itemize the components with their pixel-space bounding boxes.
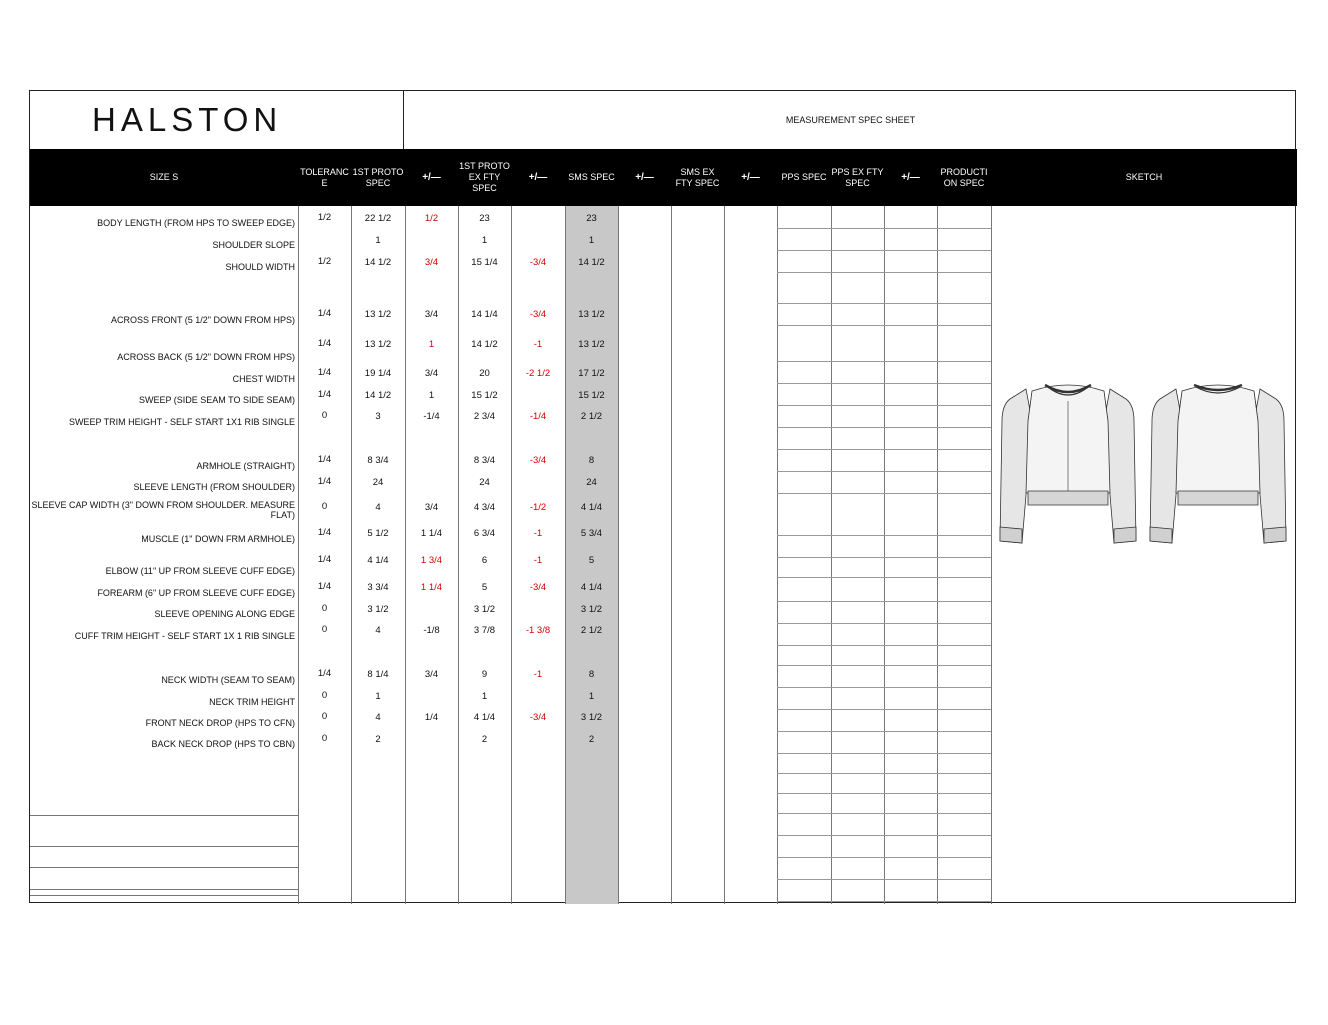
column-divider [831, 206, 832, 904]
grid-row-line [777, 535, 991, 536]
cell-f1: 6 3/4 [473, 528, 496, 539]
cell-f1: 20 [479, 368, 490, 379]
cell-tol: 0 [321, 624, 328, 635]
cell-p1: 8 1/4 [367, 669, 389, 680]
cell-sms: 3 1/2 [580, 604, 603, 615]
grid-row-line [30, 895, 298, 896]
cell-d1: 3/4 [424, 368, 439, 379]
sheet-title: MEASUREMENT SPEC SHEET [785, 115, 916, 125]
grid-row-line [777, 645, 991, 646]
cell-tol: 0 [321, 603, 328, 614]
cell-d2: -1 [533, 555, 543, 566]
cell-tol: 1/4 [317, 454, 332, 465]
cell-tol: 1/4 [317, 367, 332, 378]
column-divider [991, 206, 992, 904]
cell-tol: 1/2 [317, 212, 332, 223]
cell-sms: 8 [588, 669, 595, 680]
column-header-d1: +/— [422, 172, 441, 183]
cell-f1: 4 3/4 [473, 502, 496, 513]
column-header-sms: SMS SPEC [568, 172, 615, 182]
cell-sms: 24 [586, 477, 597, 488]
row-label: CUFF TRIM HEIGHT - SELF START 1X 1 RIB SINGLE [74, 631, 295, 641]
column-header-d2: +/— [528, 172, 548, 183]
cell-tol: 1/4 [317, 581, 332, 592]
cell-tol: 1/4 [317, 338, 332, 349]
cell-d1: -1/4 [423, 411, 440, 422]
cardigan-front-sketch-icon [1000, 385, 1136, 543]
cell-f1: 14 1/2 [471, 339, 498, 350]
row-label: BACK NECK DROP (HPS TO CBN) [151, 739, 295, 749]
row-label: SLEEVE CAP WIDTH (3" DOWN FROM SHOULDER. MEASURE FLAT) [31, 500, 295, 520]
cell-p1: 4 [375, 712, 381, 723]
column-divider [937, 206, 938, 904]
cell-sms: 5 [588, 555, 595, 566]
cell-f1: 3 7/8 [473, 625, 496, 636]
grid-row-line [777, 557, 991, 558]
row-label: CHEST WIDTH [232, 374, 295, 384]
cell-f1: 24 [479, 477, 490, 488]
grid-row-line [777, 427, 991, 428]
cell-tol: 0 [321, 501, 328, 512]
cell-p1: 22 1/2 [364, 213, 392, 224]
cell-p1: 24 [372, 477, 384, 488]
cell-d2: -3/4 [529, 712, 547, 723]
cell-d1: 3/4 [424, 257, 439, 268]
grid-row-line [777, 879, 991, 880]
cell-sms: 2 [588, 734, 595, 745]
cell-f1: 3 1/2 [473, 604, 496, 615]
grid-row-line [777, 773, 991, 774]
cell-f1: 1 [481, 235, 488, 246]
row-label: SLEEVE LENGTH (FROM SHOULDER) [133, 482, 295, 492]
row-label: ACROSS BACK (5 1/2" DOWN FROM HPS) [117, 352, 295, 362]
cell-sms: 8 [588, 455, 595, 466]
cell-tol: 1/4 [317, 668, 332, 679]
grid-row-line [777, 687, 991, 688]
cell-sms: 1 [588, 235, 595, 246]
cell-tol: 1/2 [317, 256, 332, 267]
cell-d2: -3/4 [529, 582, 547, 593]
cell-f1: 14 1/4 [471, 309, 498, 320]
cell-d2: -1 [533, 669, 543, 680]
cell-p1: 14 1/2 [364, 257, 392, 268]
cardigan-back-sketch-icon [1150, 385, 1286, 543]
cell-sms: 13 1/2 [578, 339, 605, 350]
grid-row-line [777, 813, 991, 814]
cell-d2: -1 3/8 [525, 625, 551, 636]
cell-f1: 15 1/2 [471, 390, 498, 401]
row-label: NECK TRIM HEIGHT [209, 697, 295, 707]
grid-row-line [777, 901, 991, 902]
brand-logo [30, 91, 404, 149]
cell-tol: 1/4 [317, 389, 332, 400]
cell-f1: 2 [481, 734, 488, 745]
cell-tol: 1/4 [317, 554, 332, 565]
grid-row-line [777, 325, 991, 326]
cell-tol: 1/4 [317, 476, 332, 487]
garment-sketch [998, 381, 1293, 561]
cell-tol: 1/4 [317, 527, 332, 538]
grid-row-line [777, 405, 991, 406]
column-divider [618, 206, 619, 904]
column-header-prod: PRODUCTI ON SPEC [940, 166, 988, 188]
grid-row-line [30, 867, 298, 868]
cell-p1: 1 [375, 235, 381, 246]
grid-row-line [777, 272, 991, 273]
cell-p1: 2 [375, 734, 381, 745]
column-header-size: SIZE S [149, 172, 179, 182]
cell-sms: 5 3/4 [580, 528, 603, 539]
column-header-smsf: SMS EX FTY SPEC [675, 166, 720, 188]
cell-sms: 4 1/4 [580, 582, 603, 593]
cell-d1: -1/8 [423, 625, 440, 636]
column-header-tol: TOLERANC E [300, 166, 349, 188]
row-label: SWEEP (SIDE SEAM TO SIDE SEAM) [138, 395, 295, 405]
row-label: SWEEP TRIM HEIGHT - SELF START 1X1 RIB SINGLE [68, 417, 295, 427]
grid-row-line [777, 303, 991, 304]
grid-row-line [777, 449, 991, 450]
column-header-f1: 1ST PROTO EX FTY SPEC [459, 161, 510, 193]
cell-f1: 15 1/4 [471, 257, 498, 268]
cell-f1: 5 [481, 582, 488, 593]
row-label: SLEEVE OPENING ALONG EDGE [154, 609, 295, 619]
grid-row-line [777, 493, 991, 494]
cell-p1: 3 1/2 [367, 604, 389, 615]
cell-p1: 1 [375, 691, 381, 702]
cell-f1: 9 [481, 669, 488, 680]
cell-p1: 4 [375, 625, 381, 636]
cell-p1: 4 1/4 [367, 555, 389, 566]
grid-row-line [30, 846, 298, 847]
cell-sms: 2 1/2 [580, 625, 603, 636]
cell-d2: -3/4 [529, 455, 547, 466]
row-label: ARMHOLE (STRAIGHT) [196, 461, 295, 471]
cell-d1: 1 1/4 [420, 528, 443, 539]
column-header-sketch: SKETCH [1125, 172, 1163, 182]
cell-sms: 13 1/2 [578, 309, 605, 320]
grid-row-line [777, 250, 991, 251]
column-header-d3: +/— [635, 172, 654, 183]
cell-d2: -1/4 [529, 411, 547, 422]
cell-f1: 23 [479, 213, 490, 224]
brand-name: HALSTON [92, 101, 283, 138]
cell-d1: 1 [428, 339, 435, 350]
cell-f1: 8 3/4 [473, 455, 496, 466]
cell-sms: 14 1/2 [578, 257, 605, 268]
grid-row-line [777, 665, 991, 666]
grid-row-line [777, 731, 991, 732]
grid-row-line [777, 857, 991, 858]
cell-p1: 19 1/4 [364, 368, 392, 379]
cell-d2: -1 [533, 528, 543, 539]
cell-tol: 1/4 [317, 308, 332, 319]
row-label: SHOULD WIDTH [225, 262, 295, 272]
row-label: ELBOW (11" UP FROM SLEEVE CUFF EDGE) [105, 566, 295, 576]
grid-row-line [30, 889, 298, 890]
column-divider [884, 206, 885, 904]
cell-d1: 1 1/4 [420, 582, 443, 593]
cell-f1: 1 [481, 691, 488, 702]
column-header-p1: 1ST PROTO SPEC [352, 166, 404, 188]
row-label: FOREARM (6" UP FROM SLEEVE CUFF EDGE) [97, 588, 295, 598]
cell-p1: 5 1/2 [367, 528, 389, 539]
column-divider [777, 206, 778, 904]
cell-p1: 4 [375, 502, 381, 513]
row-label: MUSCLE (1" DOWN FRM ARMHOLE) [141, 534, 295, 544]
row-label: BODY LENGTH (FROM HPS TO SWEEP EDGE) [97, 218, 295, 228]
cell-p1: 14 1/2 [364, 390, 392, 401]
cell-d2: -2 1/2 [525, 368, 551, 379]
grid-row-line [777, 793, 991, 794]
cell-d1: 1/2 [424, 213, 439, 224]
cell-d2: -1 [533, 339, 543, 350]
cell-p1: 13 1/2 [364, 309, 392, 320]
cell-p1: 8 3/4 [367, 455, 389, 466]
cell-sms: 4 1/4 [580, 502, 603, 513]
grid-row-line [777, 835, 991, 836]
cell-tol: 0 [321, 711, 328, 722]
grid-row-line [777, 471, 991, 472]
cell-d2: -3/4 [529, 309, 547, 320]
column-header-pps: PPS SPEC [781, 172, 827, 182]
column-divider [724, 206, 725, 904]
row-label: SHOULDER SLOPE [212, 240, 295, 250]
grid-row-line [777, 577, 991, 578]
cell-d1: 1 3/4 [420, 555, 443, 566]
cell-sms: 3 1/2 [580, 712, 603, 723]
row-label: FRONT NECK DROP (HPS TO CFN) [145, 718, 295, 728]
cell-d1: 1/4 [424, 712, 439, 723]
cell-p1: 13 1/2 [364, 339, 392, 350]
cell-sms: 23 [586, 213, 597, 224]
cell-sms: 2 1/2 [580, 411, 603, 422]
cell-sms: 15 1/2 [578, 390, 605, 401]
grid-row-line [777, 383, 991, 384]
column-header-d4: +/— [741, 172, 760, 183]
cell-d1: 1 [428, 390, 435, 401]
cell-f1: 4 1/4 [473, 712, 496, 723]
row-label: NECK WIDTH (SEAM TO SEAM) [161, 675, 295, 685]
grid-row-line [777, 623, 991, 624]
row-label: ACROSS FRONT (5 1/2" DOWN FROM HPS) [110, 315, 295, 325]
cell-d1: 3/4 [424, 669, 439, 680]
cell-d2: -3/4 [529, 257, 547, 268]
spec-sheet [29, 90, 1296, 903]
column-header-ppsf: PPS EX FTY SPEC [831, 166, 884, 188]
cell-d1: 3/4 [424, 502, 439, 513]
cell-f1: 2 3/4 [473, 411, 496, 422]
cell-sms: 1 [588, 691, 595, 702]
grid-row-line [777, 228, 991, 229]
cell-p1: 3 3/4 [367, 582, 389, 593]
cell-sms: 17 1/2 [578, 368, 605, 379]
cell-d2: -1/2 [529, 502, 547, 513]
cell-tol: 0 [321, 410, 328, 421]
cell-f1: 6 [481, 555, 488, 566]
grid-row-line [30, 815, 298, 816]
grid-row-line [777, 601, 991, 602]
grid-row-line [777, 361, 991, 362]
cell-tol: 0 [321, 690, 328, 701]
column-divider [671, 206, 672, 904]
cell-d1: 3/4 [424, 309, 439, 320]
column-header-d5: +/— [901, 172, 920, 183]
cell-p1: 3 [375, 411, 381, 422]
grid-row-line [777, 753, 991, 754]
grid-row-line [777, 709, 991, 710]
cell-tol: 0 [321, 733, 328, 744]
